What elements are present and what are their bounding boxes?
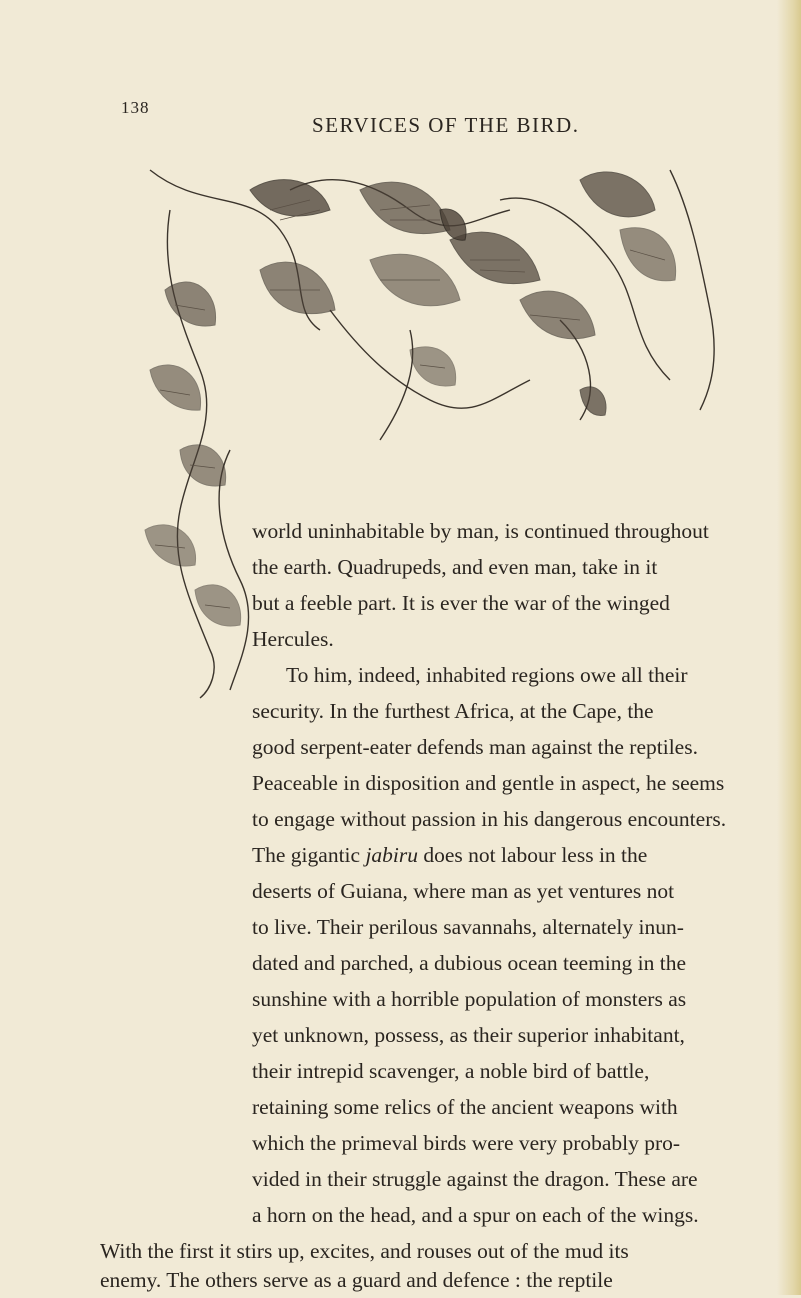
text-line-9: to engage without passion in his dangerous encounters. (252, 807, 727, 831)
text-line-3: but a feeble part. It is ever the war of the winged (252, 591, 670, 615)
text-line-5: To him, indeed, inhabited regions owe all their (286, 663, 688, 687)
text-line-8: Peaceable in disposition and gentle in aspect, he seems (252, 771, 725, 795)
text-line-17: retaining some relics of the ancient weapons with (252, 1095, 678, 1119)
text-line-15: yet unknown, possess, as their superior inhabitant, (252, 1023, 685, 1047)
text-line-13: dated and parched, a dubious ocean teeming in the (252, 951, 687, 975)
page-edge-shadow (777, 0, 801, 1295)
text-line-22: enemy. The others serve as a guard and defence : the reptile (100, 1268, 613, 1292)
jabiru-italic: jabiru (365, 843, 419, 867)
text-line-10-end: does not labour less in the (423, 843, 648, 867)
text-line-6: security. In the furthest Africa, at the Cape, the (252, 699, 654, 723)
text-line-16: their intrepid scavenger, a noble bird of battle, (252, 1059, 650, 1083)
text-line-11: deserts of Guiana, where man as yet ventures not (252, 879, 675, 903)
text-line-21: With the first it stirs up, excites, and rouses out of the mud its (100, 1239, 629, 1263)
text-line-19: vided in their struggle against the dragon. These are (252, 1167, 698, 1191)
text-line-14: sunshine with a horrible population of monsters as (252, 987, 687, 1011)
text-line-12: to live. Their perilous savannahs, alternately inun- (252, 915, 684, 939)
running-head: SERVICES OF THE BIRD. (312, 113, 580, 137)
text-line-1: world uninhabitable by man, is continued throughout (252, 519, 709, 543)
text-line-7: good serpent-eater defends man against the reptiles. (252, 735, 698, 759)
text-line-4: Hercules. (252, 627, 334, 651)
text-line-10 (252, 837, 647, 873)
text-line-20: a horn on the head, and a spur on each of the wings. (252, 1203, 699, 1227)
text-line-10-start: The gigantic (252, 843, 361, 867)
text-line-2: the earth. Quadrupeds, and even man, take in it (252, 555, 658, 579)
page-number: 138 (121, 98, 150, 117)
text-line-18: which the primeval birds were very probably pro- (252, 1131, 681, 1155)
